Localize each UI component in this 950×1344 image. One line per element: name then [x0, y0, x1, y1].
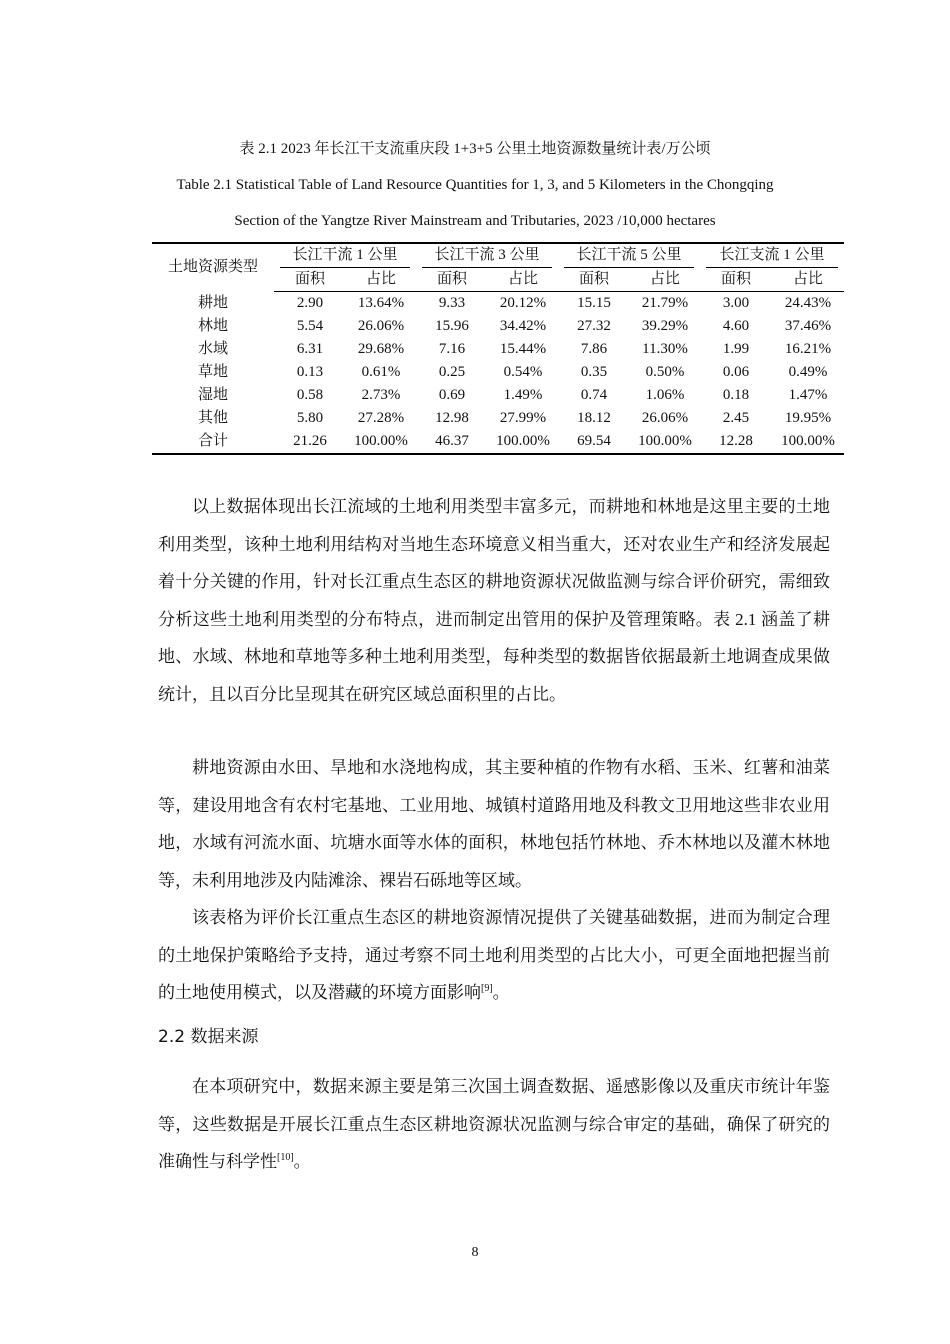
citation-ref[interactable]: [10] — [277, 1152, 294, 1163]
group-header: 长江支流 1 公里 — [700, 243, 844, 268]
cell-area: 0.13 — [296, 364, 324, 380]
row-header: 土地资源类型 — [167, 259, 258, 276]
table-row — [152, 361, 844, 384]
sub-header-area: 面积 — [416, 268, 488, 292]
page-number: 8 — [471, 1245, 479, 1260]
cell-area: 12.98 — [435, 410, 469, 426]
cell-area: 2.90 — [296, 295, 324, 311]
cell-area: 69.54 — [577, 433, 611, 449]
sub-header-ratio: 占比 — [630, 268, 700, 292]
cell-ratio: 100.00% — [354, 433, 408, 449]
row-label: 林地 — [197, 318, 228, 334]
table-row — [152, 384, 844, 407]
cell-ratio: 13.64% — [357, 295, 405, 311]
cell-ratio: 1.06% — [645, 387, 685, 403]
sub-header-area: 面积 — [558, 268, 630, 292]
cell-area: 1.99 — [722, 341, 750, 357]
cell-ratio: 27.28% — [357, 410, 405, 426]
cell-ratio: 29.68% — [357, 341, 405, 357]
cell-ratio: 0.50% — [645, 364, 685, 380]
table-row — [152, 315, 844, 338]
cell-ratio: 15.44% — [499, 341, 547, 357]
cell-area: 6.31 — [296, 341, 324, 357]
group-header: 长江干流 5 公里 — [558, 243, 700, 268]
cell-area: 18.12 — [577, 410, 611, 426]
table-body — [152, 292, 844, 455]
cell-ratio: 1.47% — [788, 387, 828, 403]
sub-header-ratio: 占比 — [346, 268, 416, 292]
row-label: 湿地 — [197, 387, 228, 403]
cell-ratio: 27.99% — [499, 410, 547, 426]
cell-area: 0.18 — [722, 387, 750, 403]
paragraph-3: 该表格为评价长江重点生态区的耕地资源情况提供了关键基础数据，进而为制定合理的土地保护策略给予支持，通过考察不同土地利用类型的占比大小，可更全面地把握当前的土地使用模式，以及潜藏的环境方面影响[9]。 — [158, 908, 830, 1002]
table-caption-en-line1: Table 2.1 Statistical Table of Land Resource Quantities for 1, 3, and 5 Kilometers in the Chongqing — [176, 177, 774, 193]
cell-area: 5.54 — [296, 318, 324, 334]
table-row — [152, 292, 844, 316]
citation-ref[interactable]: [9] — [481, 983, 493, 994]
cell-area: 0.35 — [580, 364, 608, 380]
sub-header-area: 面积 — [700, 268, 772, 292]
cell-area: 15.96 — [435, 318, 469, 334]
cell-area: 0.25 — [438, 364, 466, 380]
group-header: 长江干流 3 公里 — [416, 243, 558, 268]
row-label: 耕地 — [197, 294, 228, 311]
row-label: 合计 — [197, 433, 228, 449]
cell-ratio: 26.06% — [357, 318, 405, 334]
cell-area: 4.60 — [722, 318, 750, 334]
cell-area: 15.15 — [577, 295, 611, 311]
cell-ratio: 19.95% — [784, 410, 832, 426]
cell-area: 0.74 — [580, 387, 608, 403]
cell-ratio: 24.43% — [784, 295, 832, 311]
cell-area: 21.26 — [293, 433, 327, 449]
paragraph-4: 在本项研究中，数据来源主要是第三次国土调查数据、遥感影像以及重庆市统计年鉴等，这些数据是开展长江重点生态区耕地资源状况监测与综合审定的基础，确保了研究的准确性与科学性[10]。 — [158, 1077, 830, 1171]
cell-ratio: 26.06% — [641, 410, 689, 426]
cell-area: 7.16 — [438, 341, 466, 357]
cell-ratio: 0.49% — [788, 364, 828, 380]
sub-header-ratio: 占比 — [488, 268, 558, 292]
cell-ratio: 34.42% — [499, 318, 547, 334]
cell-ratio: 39.29% — [641, 318, 689, 334]
group-header: 长江干流 1 公里 — [274, 243, 416, 268]
row-label: 其他 — [197, 410, 228, 426]
paragraph-2: 耕地资源由水田、旱地和水浇地构成，其主要种植的作物有水稻、玉米、红薯和油菜等，建设用地含有农村宅基地、工业用地、城镇村道路用地及科教文卫用地这些非农业用地，水域有河流水面、坑塘水面等水体的面积，林地包括竹林地、乔木林地以及灌木林地等，未利用地涉及内陆滩涂、裸岩石砾地等区域。 — [158, 758, 830, 890]
row-label: 草地 — [197, 364, 228, 380]
paragraph-1: 以上数据体现出长江流域的土地利用类型丰富多元，而耕地和林地是这里主要的土地利用类型，该种土地利用结构对当地生态环境意义相当重大，还对农业生产和经济发展起着十分关键的作用，针对长江重点生态区的耕地资源状况做监测与综合评价研究，需细致分析这些土地利用类型的分布特点，进而制定出管用的保护及管理策略。表 2.1 涵盖了耕地、水域、林地和草地等多种土地利用类型，每种类型的数据皆依据最新土地调查成果做统计，且以百分比呈现其在研究区域总面积里的占比。 — [158, 497, 830, 704]
cell-ratio: 0.54% — [503, 364, 543, 380]
cell-ratio: 11.30% — [642, 341, 688, 357]
row-label: 水域 — [197, 341, 228, 357]
cell-ratio: 100.00% — [638, 433, 692, 449]
cell-area: 7.86 — [580, 341, 608, 357]
cell-area: 46.37 — [435, 433, 469, 449]
cell-area: 9.33 — [438, 295, 466, 311]
cell-ratio: 37.46% — [784, 318, 832, 334]
cell-area: 12.28 — [719, 433, 753, 449]
cell-ratio: 20.12% — [499, 295, 547, 311]
cell-ratio: 1.49% — [503, 387, 543, 403]
cell-area: 27.32 — [577, 318, 611, 334]
section-title: 2.2 数据来源 — [158, 1027, 259, 1047]
cell-ratio: 21.79% — [641, 295, 689, 311]
cell-area: 3.00 — [722, 295, 750, 311]
table-row — [152, 430, 844, 454]
cell-ratio: 16.21% — [784, 341, 832, 357]
table-row — [152, 407, 844, 430]
cell-ratio: 2.73% — [361, 387, 401, 403]
table-caption-cn: 表 2.1 2023 年长江干支流重庆段 1+3+5 公里土地资源数量统计表/万公顷 — [239, 141, 711, 157]
cell-ratio: 0.61% — [361, 364, 401, 380]
sub-header-ratio: 占比 — [772, 268, 844, 292]
table-caption-en-line2: Section of the Yangtze River Mainstream and Tributaries, 2023 /10,000 hectares — [234, 213, 716, 229]
sub-header-area: 面积 — [274, 268, 346, 292]
land-resource-table — [152, 242, 844, 455]
cell-ratio: 100.00% — [781, 433, 835, 449]
cell-area: 0.69 — [438, 387, 466, 403]
cell-area: 0.06 — [722, 364, 750, 380]
table-row — [152, 338, 844, 361]
cell-area: 0.58 — [296, 387, 324, 403]
cell-area: 5.80 — [296, 410, 324, 426]
cell-ratio: 100.00% — [496, 433, 550, 449]
cell-area: 2.45 — [722, 410, 750, 426]
